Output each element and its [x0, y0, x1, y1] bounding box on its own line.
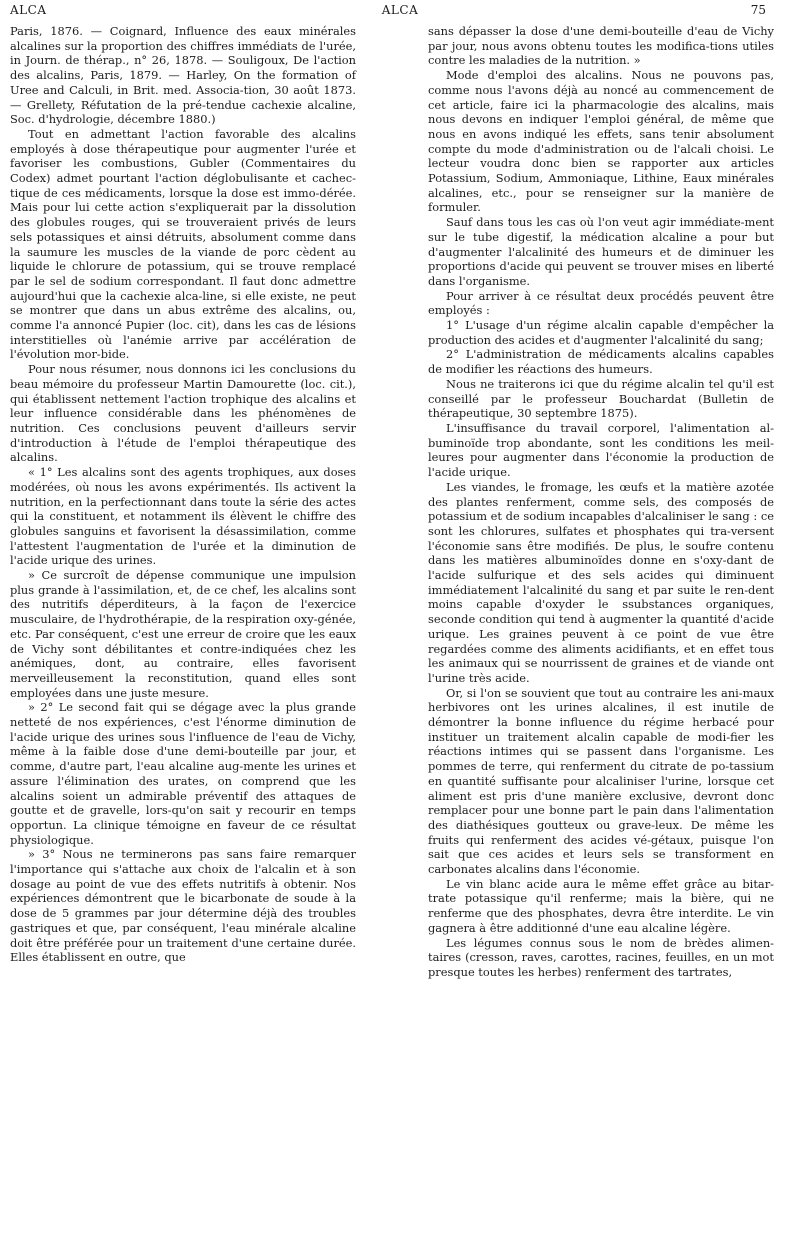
- paragraph: Pour nous résumer, nous donnons ici les conclusions du beau mémoire du professeur Martin Damourette (loc. cit.), qui établissent nettement l'action trophique des alcalins et leur influence considérable dans les phénomènes de nutrition. Ces conclusions peuvent d'ailleurs servir d'introduction à l'étude de l'emploi thérapeutique des alcalins.: [10, 362, 356, 465]
- paragraph: » Ce surcroît de dépense communique une impulsion plus grande à l'assimilation, et, de ce chef, les alcalins sont des nutritifs déperditeurs, à la façon de l'exercice musculaire, de l'hydrothérapie, de la respiration oxy-génée, etc. Par conséquent, c'est une erreur de croire que les eaux de Vichy sont débilitantes et contre-indiquées chez les anémiques, dont, au contraire, elles favorisent merveilleusement la reconstitution, quand elles sont employées dans une juste mesure.: [10, 568, 356, 700]
- header-center-title: ALCA: [381, 3, 419, 17]
- paragraph: Or, si l'on se souvient que tout au contraire les ani-maux herbivores ont les urines alcalines, il est inutile de démontrer la bonne influence du régime herbacé pour instituer un traitement alcalin capable de modi-fier les réactions intimes qui se passent dans l'organisme. Les pommes de terre, qui renferment du citrate de po-tassium en quantité suffisante pour alcaliniser l'urine, lorsque cet aliment est pris d'une manière exclusive, devront donc remplacer pour une bonne part le pain dans l'alimentation des diathésiques goutteux ou grave-leux. De même les fruits qui renferment des acides vé-gétaux, puisque l'on sait que ces acides et leurs sels se transforment en carbonates alcalins dans l'économie.: [428, 685, 774, 877]
- right-column: [428, 24, 774, 980]
- paragraph: « 1° Les alcalins sont des agents trophiques, aux doses modérées, où nous les avons expérimentés. Ils activent la nutrition, en la perfectionnant dans toute la série des actes qui la constituent, et notamment ils élèvent le chiffre des globules sanguins et favorisent la désassimilation, comme l'attestent l'augmentation de l'urée et la diminution de l'acide urique des urines.: [10, 465, 356, 568]
- paragraph: » 2° Le second fait qui se dégage avec la plus grande netteté de nos expériences, c'est l'énorme diminution de l'acide urique des urines sous l'influence de l'eau de Vichy, même à la faible dose d'une demi-bouteille par jour, et comme, d'autre part, l'eau alcaline aug-mente les urines et assure l'élimination des urates, on comprend que les alcalins soient un admirable préventif des attaques de goutte et de gravelle, lors-qu'on sait y recourir en temps opportun. La clinique témoigne en faveur de ce résultat physiologique.: [10, 700, 356, 847]
- header-left-title: ALCA: [10, 3, 47, 17]
- paragraph: Tout en admettant l'action favorable des alcalins employés à dose thérapeutique pour augmenter l'urée et favoriser les combustions, Gubler (Commentaires du Codex) admet pourtant l'action déglobulisante et cachec-tique de ces médicaments, lorsque la dose est immo-dérée. Mais pour lui cette action s'expliquerait par la dissolution des globules rouges, qui se trouveraient privés de leurs sels potassiques et ainsi détruits, absolument comme dans la saumure les muscles de la viande de porc cèdent au liquide le chlorure de potassium, qui se trouve remplacé par le sel de sodium correspondant. Il faut donc admettre aujourd'hui que la cachexie alca-line, si elle existe, ne peut se montrer que dans un abus extrême des alcalins, ou, comme l'a annoncé Pupier (loc. cit), dans les cas de lésions interstitielles où l'anémie arrive par accélération de l'évolution mor-bide.: [10, 126, 356, 362]
- paragraph: L'insuffisance du travail corporel, l'alimentation al-buminoïde trop abondante, sont les conditions les meil-leures pour augmenter dans l'économie la production de l'acide urique.: [428, 420, 774, 480]
- paragraph: Les légumes connus sous le nom de brèdes alimen-taires (cresson, raves, carottes, racines, feuilles, en un mot presque toutes les herbes) renferment des tartrates,: [428, 935, 774, 979]
- section-paragraph: Mode d'emploi des alcalins. Nous ne pouvons pas, comme nous l'avons déjà au noncé au commencement de cet article, faire ici la pharmacologie des alcalins, mais nous devons en indiquer l'emploi général, de même que nous en avons indiqué les effets, sans tenir absolument compte du mode d'administration ou de l'alcali choisi. Le lecteur voudra donc bien se rapporter aux articles Potassium, Sodium, Ammoniaque, Lithine, Eaux minérales alcalines, etc., pour se renseigner sur la manière de formuler.: [428, 68, 774, 215]
- list-item: 1° L'usage d'un régime alcalin capable d'empêcher la production des acides et d'augmenter l'alcalinité du sang;: [428, 318, 774, 347]
- page-number: 75: [750, 3, 766, 17]
- paragraph: Les viandes, le fromage, les œufs et la matière azotée des plantes renferment, comme sels, des composés de potassium et de sodium incapables d'alcaliniser le sang : ce sont les chlorures, sulfates et phosphates qui tra-versent l'économie sans être modifiés. De plus, le soufre contenu dans les matières albuminoïdes donne en s'oxy-dant de l'acide sulfurique et des sels acides qui diminuent immédiatement l'alcalinité du sang et par suite le ren-dent moins capable d'oxyder le ssubstances organiques, seconde condition qui tend à augmenter la quantité d'acide urique. Les graines peuvent à ce point de vue être regardées comme des aliments acidifiants, et en effet tous les animaux qui se nourrissent de graines et de viande ont l'urine très acide.: [428, 479, 774, 685]
- paragraph: Pour arriver à ce résultat deux procédés peuvent être employés :: [428, 288, 774, 318]
- list-item: 2° L'administration de médicaments alcalins capables de modifier les réactions des humeurs.: [428, 347, 774, 377]
- paragraph: Nous ne traiterons ici que du régime alcalin tel qu'il est conseillé par le professeur Bouchardat (Bulletin de thérapeutique, 30 septembre 1875).: [428, 376, 774, 421]
- bibliography-paragraph: Paris, 1876. — Coignard, Influence des eaux minérales alcalines sur la proportion des chiffres immédiats de l'urée, in Journ. de thérap., n° 26, 1878. — Souligoux, De l'action des alcalins, Paris, 1879. — Harley, On the formation of Uree and Calculi, in Brit. med. Associa-tion, 30 août 1873. — Grellety, Réfutation de la pré-tendue cachexie alcaline, Soc. d'hydrologie, décembre 1880.): [10, 24, 356, 127]
- left-column: [10, 24, 356, 965]
- running-header: [0, 0, 800, 22]
- paragraph: Sauf dans tous les cas où l'on veut agir immédiate-ment sur le tube digestif, la médication alcaline a pour but d'augmenter l'alcalinité des humeurs et de diminuer les proportions d'acide qui peuvent se trouver mises en liberté dans l'organisme.: [428, 215, 774, 288]
- paragraph: Le vin blanc acide aura le même effet grâce au bitar-trate potassique qu'il renferme; mais la bière, qui ne renferme que des phosphates, devra être interdite. Le vin gagnera à être additionné d'une eau alcaline légère.: [428, 876, 774, 935]
- paragraph: » 3° Nous ne terminerons pas sans faire remarquer l'importance qui s'attache aux choix de l'alcalin et à son dosage au point de vue des effets nutritifs à obtenir. Nos expériences démontrent que le bicarbonate de soude à la dose de 5 grammes par jour détermine déjà des troubles gastriques et que, par conséquent, l'eau minérale alcaline doit être préférée pour un traitement d'une certaine durée. Elles établissent en outre, que: [10, 847, 356, 965]
- paragraph: sans dépasser la dose d'une demi-bouteille d'eau de Vichy par jour, nous avons obtenu toutes les modifica-tions utiles contre les maladies de la nutrition. »: [428, 24, 774, 68]
